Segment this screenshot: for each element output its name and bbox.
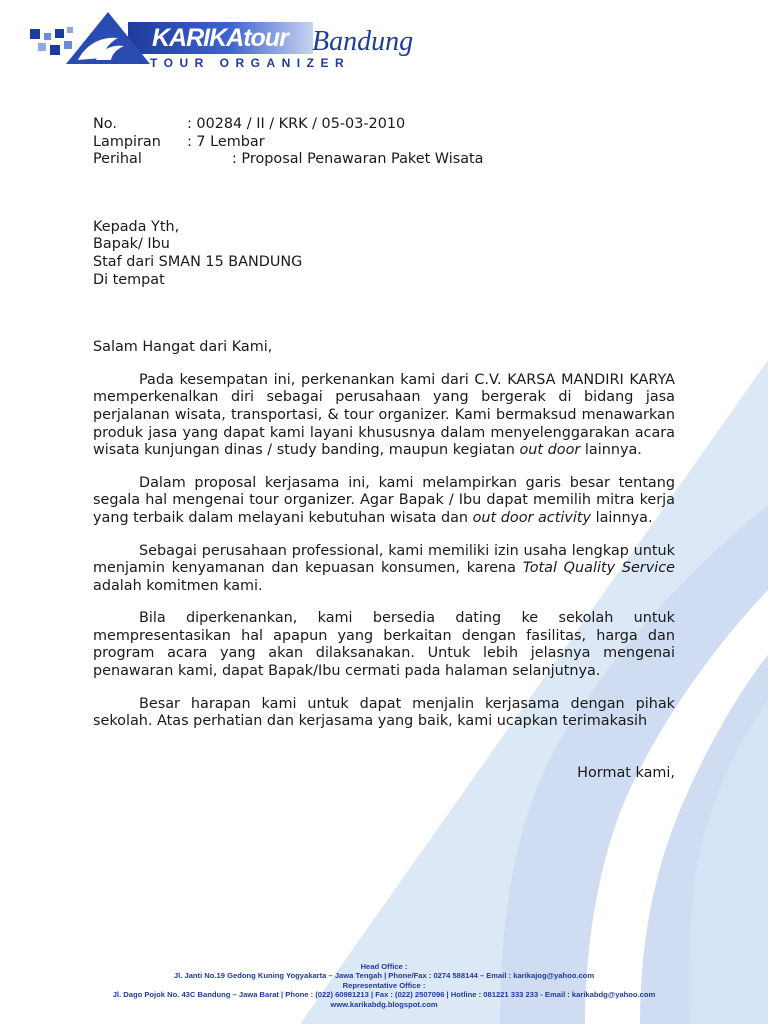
brand-tagline: TOUR ORGANIZER (150, 56, 351, 70)
head-office-label: Head Office : (360, 962, 408, 971)
paragraph: Bila diperkenankan, kami bersedia dating ke sekolah untuk mempresentasikan hal apapun yang berkaitan dengan fasilitas, harga dan program acara yang akan dilaksanakan. Untuk lebih jelasnya mengenai penawaran kami, dapat Bapak/Ibu cermati pada halaman selanjutnya. (93, 610, 675, 680)
closing: Hormat kami, (577, 764, 675, 781)
head-office-line: Jl. Janti No.19 Gedong Kuning Yogyakarta – Jawa Tengah | Phone/Fax : 0274 588144 – Email : karikajog@yahoo.com (173, 971, 595, 981)
meta-key: Perihal (93, 151, 142, 168)
meta-value: : 7 Lembar (187, 133, 265, 150)
brand-city: Bandung (312, 26, 414, 57)
meta-row-subject (93, 151, 675, 169)
meta-value: : 00284 / II / KRK / 05-03-2010 (187, 116, 406, 132)
paragraph: Sebagai perusahaan professional, kami memiliki izin usaha lengkap untuk menjamin kenyamanan dan kepuasan konsumen, karena Total Quality Service adalah komitmen kami. (93, 542, 675, 594)
letterhead (0, 0, 768, 80)
footer-address (0, 962, 768, 1009)
meta-key: No. (93, 116, 117, 132)
meta-row-number (93, 116, 675, 134)
rep-office-line: Jl. Dago Pojok No. 43C Bandung – Jawa Barat | Phone : (022) 60981213 | Fax : (022) 2507096 | Hotline : 081221 333 233 - Email : karikabdg@yahoo.com (112, 990, 656, 1000)
letter-body (93, 116, 675, 782)
meta-key: Lampiran (93, 133, 161, 150)
rep-office-label: Representative Office : (342, 980, 426, 990)
greeting: Salam Hangat dari Kami, (93, 339, 273, 356)
recipient-line: Bapak/ Ibu (93, 236, 170, 253)
paragraph: Dalam proposal kerjasama ini, kami melampirkan garis besar tentang segala hal mengenai tour organizer. Agar Bapak / Ibu dapat memilih mitra kerja yang terbaik dalam melayani kebutuhan wisata dan out door activity lainnya. (93, 474, 675, 526)
brand-name: KARIKAtour (152, 24, 288, 52)
website: www.karikabdg.blogspot.com (330, 999, 438, 1009)
recipient-line: Di tempat (93, 271, 165, 288)
recipient-line: Staf dari SMAN 15 BANDUNG (93, 253, 303, 270)
meta-value: : Proposal Penawaran Paket Wisata (232, 151, 484, 168)
meta-row-attachment (93, 134, 675, 152)
paragraph: Besar harapan kami untuk dapat menjalin kerjasama dengan pihak sekolah. Atas perhatian dan kerjasama yang baik, kami ucapkan terimakasih (93, 695, 675, 730)
paragraph: Pada kesempatan ini, perkenankan kami dari C.V. KARSA MANDIRI KARYA memperkenalkan diri sebagai perusahaan yang bergerak di bidang jasa perjalanan wisata, transportasi, & tour organizer. Kami bermaksud menawarkan produk jasa yang dapat kami layani khususnya dalam menyelenggarakan acara wisata kunjungan dinas / study banding, maupun kegiatan out door lainnya. (93, 371, 675, 459)
recipient-line: Kepada Yth, (93, 218, 180, 235)
